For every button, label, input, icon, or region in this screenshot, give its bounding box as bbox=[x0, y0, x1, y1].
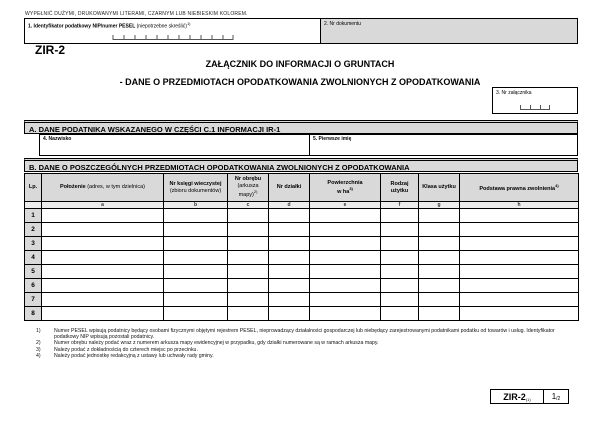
table-cell[interactable] bbox=[228, 209, 269, 223]
field-nazwisko[interactable] bbox=[39, 134, 310, 156]
table-row bbox=[25, 251, 579, 265]
row-number: 5 bbox=[25, 265, 42, 279]
table-cell[interactable] bbox=[42, 279, 164, 293]
footnote-1: 1) Numer PESEL wpisują podatnicy będący osobami fizycznymi objętymi rejestrem PESEL, nieprowadzący działalności gospodarczej lub niebędący zarejestrowanymi podatnikami podatku od towarów i usług. Identyfikator podatkowy NIP wpisują pozostali podatnicy. bbox=[36, 328, 555, 341]
letter-cell bbox=[25, 202, 42, 209]
table-cell[interactable] bbox=[164, 209, 228, 223]
page-indicator: 1 /2 bbox=[543, 389, 569, 404]
table-cell[interactable] bbox=[310, 251, 381, 265]
field-nr-zalacznika[interactable] bbox=[492, 87, 578, 114]
table-cell[interactable] bbox=[228, 265, 269, 279]
table-row bbox=[25, 293, 579, 307]
fill-instruction: WYPEŁNIĆ DUŻYMI, DRUKOWANYMI LITERAMI, CZARNYM LUB NIEBIESKIM KOLOREM. bbox=[25, 11, 248, 17]
row-number: 3 bbox=[25, 237, 42, 251]
table-cell[interactable] bbox=[460, 223, 579, 237]
digit-cell[interactable] bbox=[211, 35, 222, 40]
table-cell[interactable] bbox=[42, 223, 164, 237]
table-cell[interactable] bbox=[419, 223, 460, 237]
field-nr-dokumentu-label: 2. Nr dokumentu bbox=[324, 21, 361, 27]
zalacznik-digit-cells bbox=[520, 105, 550, 110]
table-cell[interactable] bbox=[42, 237, 164, 251]
table-cell[interactable] bbox=[228, 223, 269, 237]
table-cell[interactable] bbox=[269, 293, 310, 307]
footer-form-code: ZIR-2 (1) bbox=[490, 389, 544, 404]
letter-cell: b bbox=[164, 202, 228, 209]
table-cell[interactable] bbox=[310, 223, 381, 237]
table-row bbox=[25, 265, 579, 279]
table-cell[interactable] bbox=[164, 251, 228, 265]
table-cell[interactable] bbox=[228, 237, 269, 251]
table-cell[interactable] bbox=[460, 265, 579, 279]
table-cell[interactable] bbox=[164, 307, 228, 321]
letter-cell: h bbox=[460, 202, 579, 209]
table-cell[interactable] bbox=[381, 251, 419, 265]
letter-cell: c bbox=[228, 202, 269, 209]
table-row bbox=[25, 279, 579, 293]
table-row bbox=[25, 237, 579, 251]
digit-cell[interactable] bbox=[123, 35, 134, 40]
table-cell[interactable] bbox=[419, 251, 460, 265]
table-cell[interactable] bbox=[460, 279, 579, 293]
footnote-ref-1: 1) bbox=[186, 21, 191, 26]
col-header-podstawa: Podstawa prawna zwolnienia$^{4)}$ bbox=[460, 174, 579, 202]
digit-cell[interactable] bbox=[189, 35, 200, 40]
table-cell[interactable] bbox=[460, 209, 579, 223]
table-cell[interactable] bbox=[419, 279, 460, 293]
form-code: ZIR-2 bbox=[35, 43, 65, 57]
field-pierwsze-imie-label: 5. Pierwsze imię bbox=[313, 136, 352, 142]
table-cell[interactable] bbox=[381, 265, 419, 279]
section-a-header: A. DANE PODATNIKA WSKAZANEGO W CZĘŚCI C.1 INFORMACJI IR-1 bbox=[24, 120, 578, 134]
col-header-klasa: Klasa użytku bbox=[419, 174, 460, 202]
digit-cell[interactable] bbox=[222, 35, 233, 40]
table-cell[interactable] bbox=[419, 237, 460, 251]
digit-cell[interactable] bbox=[178, 35, 189, 40]
table-cell[interactable] bbox=[42, 293, 164, 307]
row-number: 6 bbox=[25, 279, 42, 293]
digit-cell[interactable] bbox=[520, 105, 530, 110]
table-cell[interactable] bbox=[310, 293, 381, 307]
table-cell[interactable] bbox=[419, 209, 460, 223]
table-cell[interactable] bbox=[381, 293, 419, 307]
table-cell[interactable] bbox=[381, 307, 419, 321]
table-cell[interactable] bbox=[228, 251, 269, 265]
table-cell[interactable] bbox=[228, 307, 269, 321]
table-cell[interactable] bbox=[310, 237, 381, 251]
table-cell[interactable] bbox=[310, 209, 381, 223]
field-nr-zalacznika-label: 3. Nr załącznika bbox=[496, 90, 532, 96]
digit-cell[interactable] bbox=[540, 105, 550, 110]
table-cell[interactable] bbox=[164, 293, 228, 307]
digit-cell[interactable] bbox=[134, 35, 145, 40]
table-cell[interactable] bbox=[460, 237, 579, 251]
table-cell[interactable] bbox=[310, 265, 381, 279]
table-cell[interactable] bbox=[42, 251, 164, 265]
digit-cell[interactable] bbox=[167, 35, 178, 40]
col-header-obreb: Nr obrębu (arkusza mapy)$^{2)}$ bbox=[228, 174, 269, 202]
footnotes bbox=[36, 328, 578, 359]
table-cell[interactable] bbox=[42, 209, 164, 223]
footnote-ref-3: 3) bbox=[349, 186, 353, 192]
digit-cell[interactable] bbox=[112, 35, 123, 40]
row-number: 8 bbox=[25, 307, 42, 321]
letter-cell: a bbox=[42, 202, 164, 209]
col-header-powierzchnia: Powierzchnia w $ha^{3)}$ bbox=[310, 174, 381, 202]
table-row bbox=[25, 209, 579, 223]
col-header-dzialka: Nr działki bbox=[269, 174, 310, 202]
table-cell[interactable] bbox=[164, 265, 228, 279]
footnote-2: 2) Numer obrębu należy podać wraz z numerem arkusza mapy ewidencyjnej w przypadku, gdy działki numerowane są w ramach arkusza mapy. bbox=[36, 340, 379, 347]
row-number: 7 bbox=[25, 293, 42, 307]
footnote-3: 3) Należy podać z dokładnością do czterech miejsc po przecinku. bbox=[36, 346, 198, 353]
footnote-ref-2: 2) bbox=[253, 189, 258, 195]
table-cell[interactable] bbox=[164, 237, 228, 251]
table-row bbox=[25, 307, 579, 321]
table-cell[interactable] bbox=[228, 293, 269, 307]
letter-cell: f bbox=[381, 202, 419, 209]
table-cell[interactable] bbox=[42, 307, 164, 321]
table-cell[interactable] bbox=[419, 307, 460, 321]
form-title-line2: - DANE O PRZEDMIOTACH OPODATKOWANIA ZWOLNIONYCH Z OPODATKOWANIA bbox=[119, 77, 481, 87]
digit-cell[interactable] bbox=[530, 105, 540, 110]
table-cell[interactable] bbox=[381, 237, 419, 251]
exemption-table bbox=[24, 173, 579, 321]
table-cell[interactable] bbox=[164, 223, 228, 237]
table-cell[interactable] bbox=[381, 209, 419, 223]
digit-cell[interactable] bbox=[145, 35, 156, 40]
field-pierwsze-imie[interactable] bbox=[309, 134, 578, 156]
col-header-rodzaj: Rodzaj użytku bbox=[381, 174, 419, 202]
table-cell[interactable] bbox=[381, 223, 419, 237]
letter-cell: d bbox=[269, 202, 310, 209]
table-cell[interactable] bbox=[269, 237, 310, 251]
row-number: 4 bbox=[25, 251, 42, 265]
row-number: 1 bbox=[25, 209, 42, 223]
digit-cell[interactable] bbox=[200, 35, 211, 40]
form-version: (1) bbox=[525, 397, 531, 402]
page-footer bbox=[490, 389, 569, 404]
table-cell[interactable] bbox=[419, 293, 460, 307]
table-cell[interactable] bbox=[419, 265, 460, 279]
table-cell[interactable] bbox=[310, 279, 381, 293]
table-cell[interactable] bbox=[310, 307, 381, 321]
section-a-fields bbox=[39, 134, 578, 156]
table-cell[interactable] bbox=[269, 307, 310, 321]
table-cell[interactable] bbox=[228, 279, 269, 293]
field-nr-dokumentu[interactable] bbox=[320, 18, 578, 44]
table-cell[interactable] bbox=[269, 279, 310, 293]
table-cell[interactable] bbox=[269, 265, 310, 279]
field-nazwisko-label: 4. Nazwisko bbox=[43, 136, 72, 142]
row-number: 2 bbox=[25, 223, 42, 237]
col-header-lp: Lp. bbox=[25, 174, 42, 202]
table-cell[interactable] bbox=[460, 251, 579, 265]
table-cell[interactable] bbox=[381, 279, 419, 293]
digit-cell[interactable] bbox=[156, 35, 167, 40]
field-nip-pesel[interactable] bbox=[24, 18, 321, 44]
footnote-ref-4: 4) bbox=[555, 182, 559, 188]
table-cell[interactable] bbox=[164, 279, 228, 293]
table-cell[interactable] bbox=[460, 307, 579, 321]
table-row bbox=[25, 223, 579, 237]
letter-cell: g bbox=[419, 202, 460, 209]
col-header-ksiega: Nr księgi wieczystej (zbioru dokumentów) bbox=[164, 174, 228, 202]
table-header-row bbox=[25, 174, 579, 202]
nip-pesel-digit-cells bbox=[112, 35, 233, 40]
section-b-header: B. DANE O POSZCZEGÓLNYCH PRZEDMIOTACH OPODATKOWANIA ZWOLNIONYCH Z OPODATKOWANIA bbox=[24, 158, 578, 172]
letter-cell: e bbox=[310, 202, 381, 209]
table-cell[interactable] bbox=[460, 293, 579, 307]
table-cell[interactable] bbox=[42, 265, 164, 279]
footnote-4: 4) Należy podać jednostkę redakcyjną z ustawy lub uchwały rady gminy. bbox=[36, 352, 214, 359]
col-header-polozenie: Położenie (adres, w tym dzielnica) bbox=[42, 174, 164, 202]
form-title-line1: ZAŁĄCZNIK DO INFORMACJI O GRUNTACH bbox=[205, 59, 395, 69]
table-cell[interactable] bbox=[269, 223, 310, 237]
identifier-row bbox=[24, 18, 578, 44]
table-cell[interactable] bbox=[269, 209, 310, 223]
field-nip-pesel-label: 1. Identyfikator podatkowy NIP/numer PESEL (niepotrzebne skreślić)$^{1)}$ bbox=[28, 21, 191, 30]
column-letter-row bbox=[25, 202, 579, 209]
table-cell[interactable] bbox=[269, 251, 310, 265]
